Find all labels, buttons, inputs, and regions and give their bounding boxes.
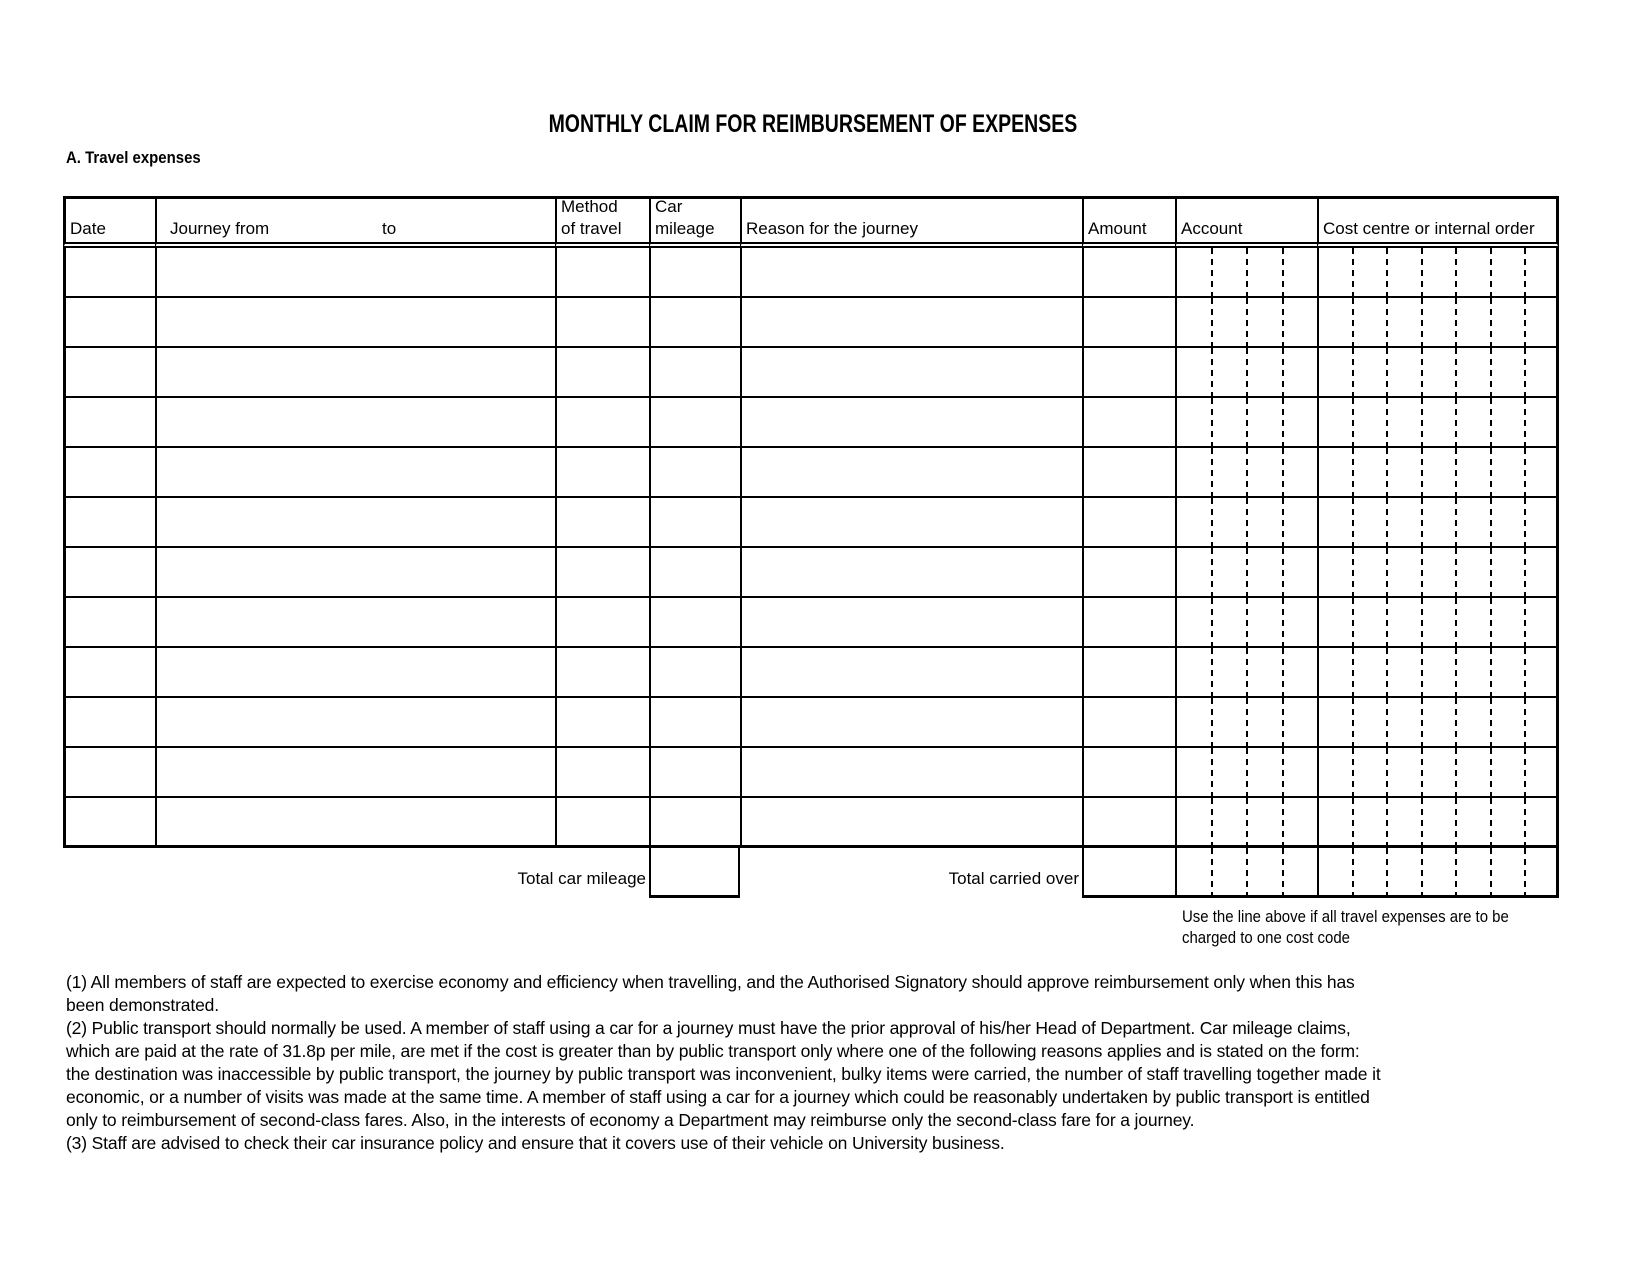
table-cell[interactable] [555, 448, 649, 498]
table-cell[interactable] [155, 448, 555, 498]
cost-centre-subcell[interactable] [1524, 298, 1559, 348]
header-reason: Reason for the journey [740, 196, 1082, 248]
table-cell[interactable] [649, 798, 740, 848]
cost-centre-subcell[interactable] [1421, 398, 1455, 448]
cost-centre-subcell[interactable] [1490, 748, 1524, 798]
cost-centre-subcell[interactable] [1317, 398, 1352, 448]
cost-centre-subcell[interactable] [1352, 498, 1386, 548]
account-subcell[interactable] [1246, 698, 1282, 748]
cost-centre-subcell[interactable] [1455, 698, 1490, 748]
cost-centre-subcell[interactable] [1524, 698, 1559, 748]
table-cell[interactable] [63, 498, 155, 548]
table-cell[interactable] [555, 548, 649, 598]
header-account: Account [1175, 196, 1317, 248]
account-subcell[interactable] [1282, 848, 1317, 898]
table-cell[interactable] [555, 748, 649, 798]
cost-centre-subcell[interactable] [1421, 698, 1455, 748]
table-cell[interactable] [555, 298, 649, 348]
account-subcell[interactable] [1211, 498, 1246, 548]
cost-centre-subcell[interactable] [1524, 848, 1559, 898]
cost-centre-subcell[interactable] [1455, 598, 1490, 648]
account-subcell[interactable] [1175, 248, 1211, 298]
cost-centre-subcell[interactable] [1386, 348, 1421, 398]
account-subcell[interactable] [1175, 498, 1211, 548]
cost-centre-subcell[interactable] [1386, 498, 1421, 548]
cost-centre-subcell[interactable] [1317, 698, 1352, 748]
account-subcell[interactable] [1211, 548, 1246, 598]
table-cell[interactable] [1082, 698, 1175, 748]
footnote-line: been demonstrated. [66, 995, 219, 1015]
account-subcell[interactable] [1175, 398, 1211, 448]
cost-centre-subcell[interactable] [1421, 848, 1455, 898]
account-subcell[interactable] [1211, 348, 1246, 398]
cost-centre-subcell[interactable] [1386, 798, 1421, 848]
cost-centre-subcell[interactable] [1455, 298, 1490, 348]
cost-centre-subcell[interactable] [1386, 598, 1421, 648]
table-cell[interactable] [155, 798, 555, 848]
table-cell[interactable] [63, 598, 155, 648]
cost-centre-subcell[interactable] [1524, 798, 1559, 848]
table-cell[interactable] [155, 548, 555, 598]
cost-centre-subcell[interactable] [1490, 498, 1524, 548]
footnote-line: which are paid at the rate of 31.8p per mile, are met if the cost is greater than by public transport only where one of the following reasons applies and is stated on the form: [66, 1041, 1360, 1061]
footnote-line: (3) Staff are advised to check their car insurance policy and ensure that it covers use of their vehicle on University business. [66, 1133, 1005, 1153]
account-subcell[interactable] [1211, 748, 1246, 798]
cost-centre-subcell[interactable] [1386, 398, 1421, 448]
table-cell[interactable] [649, 648, 740, 698]
cost-centre-subcell[interactable] [1317, 548, 1352, 598]
table-cell[interactable] [155, 748, 555, 798]
cost-centre-subcell[interactable] [1455, 248, 1490, 298]
cost-centre-subcell[interactable] [1524, 598, 1559, 648]
cost-centre-subcell[interactable] [1386, 298, 1421, 348]
table-cell[interactable] [63, 298, 155, 348]
account-subcell[interactable] [1175, 298, 1211, 348]
table-cell[interactable] [740, 298, 1082, 348]
cost-centre-subcell[interactable] [1455, 448, 1490, 498]
cost-centre-subcell[interactable] [1386, 698, 1421, 748]
cost-centre-subcell[interactable] [1524, 348, 1559, 398]
account-subcell[interactable] [1282, 698, 1317, 748]
header-amount: Amount [1082, 196, 1175, 248]
footnote-line: (2) Public transport should normally be used. A member of staff using a car for a journey must have the prior approval of his/her Head of Department. Car mileage claims, [66, 1018, 1351, 1038]
account-subcell[interactable] [1282, 398, 1317, 448]
table-cell[interactable] [1082, 748, 1175, 798]
table-cell[interactable] [155, 498, 555, 548]
cost-centre-subcell[interactable] [1455, 548, 1490, 598]
account-subcell[interactable] [1211, 248, 1246, 298]
cost-centre-subcell[interactable] [1386, 448, 1421, 498]
table-cell[interactable] [740, 648, 1082, 698]
account-subcell[interactable] [1211, 648, 1246, 698]
cost-centre-subcell[interactable] [1490, 248, 1524, 298]
table-cell[interactable] [1082, 798, 1175, 848]
table-cell[interactable] [63, 248, 155, 298]
account-subcell[interactable] [1211, 598, 1246, 648]
account-subcell[interactable] [1282, 748, 1317, 798]
cost-centre-subcell[interactable] [1524, 498, 1559, 548]
table-cell[interactable] [155, 648, 555, 698]
cost-centre-subcell[interactable] [1524, 248, 1559, 298]
table-cell[interactable] [63, 698, 155, 748]
cost-centre-subcell[interactable] [1490, 298, 1524, 348]
table-cell[interactable] [155, 598, 555, 648]
footnote-line: only to reimbursement of second-class fares. Also, in the interests of economy a Department may reimburse only the second-class fare for a journey. [66, 1110, 1195, 1130]
table-cell[interactable] [740, 548, 1082, 598]
cost-centre-subcell[interactable] [1352, 548, 1386, 598]
account-subcell[interactable] [1246, 648, 1282, 698]
table-cell[interactable] [63, 648, 155, 698]
cost-code-note-line: Use the line above if all travel expenses are to be [1182, 907, 1509, 926]
account-subcell[interactable] [1175, 698, 1211, 748]
cost-centre-subcell[interactable] [1352, 848, 1386, 898]
table-cell[interactable] [740, 798, 1082, 848]
account-subcell[interactable] [1246, 398, 1282, 448]
cost-centre-subcell[interactable] [1455, 348, 1490, 398]
cost-centre-subcell[interactable] [1490, 698, 1524, 748]
account-subcell[interactable] [1246, 448, 1282, 498]
footnote-line: (1) All members of staff are expected to exercise economy and efficiency when travelling, and the Authorised Signatory should approve reimbursement only when this has [66, 972, 1355, 992]
cost-centre-subcell[interactable] [1455, 798, 1490, 848]
cost-centre-subcell[interactable] [1352, 398, 1386, 448]
account-subcell[interactable] [1211, 848, 1246, 898]
table-cell[interactable] [649, 448, 740, 498]
account-subcell[interactable] [1282, 248, 1317, 298]
account-subcell[interactable] [1282, 798, 1317, 848]
account-subcell[interactable] [1282, 298, 1317, 348]
cost-centre-subcell[interactable] [1317, 598, 1352, 648]
account-subcell[interactable] [1246, 748, 1282, 798]
account-subcell[interactable] [1282, 448, 1317, 498]
cost-centre-subcell[interactable] [1386, 848, 1421, 898]
account-subcell[interactable] [1211, 698, 1246, 748]
table-cell[interactable] [555, 248, 649, 298]
account-subcell[interactable] [1175, 448, 1211, 498]
table-cell[interactable] [63, 448, 155, 498]
table-cell[interactable] [649, 598, 740, 648]
cost-centre-subcell[interactable] [1455, 748, 1490, 798]
cost-centre-subcell[interactable] [1421, 548, 1455, 598]
table-cell[interactable] [1082, 548, 1175, 598]
table-cell[interactable] [740, 398, 1082, 448]
cost-centre-subcell[interactable] [1421, 448, 1455, 498]
table-cell[interactable] [1082, 448, 1175, 498]
cost-centre-subcell[interactable] [1386, 548, 1421, 598]
footnote-line: the destination was inaccessible by public transport, the journey by public transport was inconvenient, bulky items were carried, the number of staff travelling together made it [66, 1064, 1381, 1084]
account-subcell[interactable] [1175, 798, 1211, 848]
cost-centre-subcell[interactable] [1317, 298, 1352, 348]
table-cell[interactable] [649, 548, 740, 598]
cost-centre-subcell[interactable] [1317, 798, 1352, 848]
total-carried-over-box[interactable] [1082, 848, 1175, 898]
header-journey [155, 196, 555, 248]
account-subcell[interactable] [1175, 848, 1211, 898]
table-cell[interactable] [63, 798, 155, 848]
table-cell[interactable] [63, 398, 155, 448]
account-subcell[interactable] [1246, 348, 1282, 398]
table-cell[interactable] [649, 298, 740, 348]
cost-centre-subcell[interactable] [1352, 598, 1386, 648]
table-cell[interactable] [63, 748, 155, 798]
cost-centre-subcell[interactable] [1386, 648, 1421, 698]
table-cell[interactable] [1082, 248, 1175, 298]
account-subcell[interactable] [1246, 798, 1282, 848]
table-body [63, 248, 1559, 848]
cost-centre-subcell[interactable] [1524, 398, 1559, 448]
account-subcell[interactable] [1211, 448, 1246, 498]
cost-centre-subcell[interactable] [1490, 848, 1524, 898]
table-cell[interactable] [155, 298, 555, 348]
cost-centre-subcell[interactable] [1421, 248, 1455, 298]
cost-centre-subcell[interactable] [1421, 348, 1455, 398]
section-heading: A. Travel expenses [66, 148, 201, 167]
cost-centre-subcell[interactable] [1352, 648, 1386, 698]
header-method-of-travel: Method of travel [555, 196, 649, 248]
cost-centre-subcell[interactable] [1524, 548, 1559, 598]
account-subcell[interactable] [1211, 298, 1246, 348]
table-cell[interactable] [555, 598, 649, 648]
table-cell[interactable] [155, 348, 555, 398]
cost-centre-subcell[interactable] [1490, 448, 1524, 498]
total-car-mileage-label: Total car mileage [517, 869, 646, 888]
table-cell[interactable] [555, 498, 649, 548]
table-cell[interactable] [1082, 298, 1175, 348]
cost-centre-subcell[interactable] [1421, 748, 1455, 798]
travel-expense-table [63, 196, 1559, 898]
cost-centre-subcell[interactable] [1352, 348, 1386, 398]
account-subcell[interactable] [1282, 648, 1317, 698]
cost-centre-subcell[interactable] [1455, 848, 1490, 898]
table-cell[interactable] [740, 748, 1082, 798]
table-cell[interactable] [649, 398, 740, 448]
account-subcell[interactable] [1175, 348, 1211, 398]
cost-centre-subcell[interactable] [1421, 298, 1455, 348]
header-journey-from: Journey from [170, 219, 270, 238]
cost-centre-subcell[interactable] [1524, 648, 1559, 698]
account-subcell[interactable] [1246, 298, 1282, 348]
account-subcell[interactable] [1246, 548, 1282, 598]
cost-centre-subcell[interactable] [1317, 498, 1352, 548]
cost-centre-subcell[interactable] [1421, 798, 1455, 848]
cost-centre-subcell[interactable] [1352, 698, 1386, 748]
table-cell[interactable] [740, 498, 1082, 548]
cost-code-note [1182, 906, 1509, 948]
cost-centre-subcell[interactable] [1317, 648, 1352, 698]
cost-centre-subcell[interactable] [1317, 748, 1352, 798]
account-subcell[interactable] [1246, 248, 1282, 298]
cost-centre-subcell[interactable] [1352, 798, 1386, 848]
table-cell[interactable] [555, 398, 649, 448]
account-subcell[interactable] [1175, 598, 1211, 648]
footnotes [66, 971, 1381, 1155]
table-cell[interactable] [555, 698, 649, 748]
table-cell[interactable] [1082, 648, 1175, 698]
cost-centre-subcell[interactable] [1386, 748, 1421, 798]
table-cell[interactable] [1082, 598, 1175, 648]
cost-centre-subcell[interactable] [1386, 248, 1421, 298]
cost-centre-subcell[interactable] [1455, 498, 1490, 548]
cost-centre-subcell[interactable] [1352, 298, 1386, 348]
account-subcell[interactable] [1211, 398, 1246, 448]
header-date: Date [63, 196, 155, 248]
table-cell[interactable] [555, 798, 649, 848]
account-subcell[interactable] [1282, 348, 1317, 398]
table-cell[interactable] [63, 548, 155, 598]
header-journey-to: to [382, 219, 397, 238]
table-cell[interactable] [555, 348, 649, 398]
table-cell[interactable] [155, 698, 555, 748]
table-cell[interactable] [740, 448, 1082, 498]
cost-centre-subcell[interactable] [1317, 348, 1352, 398]
cost-centre-subcell[interactable] [1524, 448, 1559, 498]
cost-centre-subcell[interactable] [1490, 348, 1524, 398]
table-cell[interactable] [649, 698, 740, 748]
account-subcell[interactable] [1246, 848, 1282, 898]
table-cell[interactable] [649, 748, 740, 798]
table-cell[interactable] [740, 248, 1082, 298]
table-totals-row [63, 848, 1559, 898]
table-cell[interactable] [649, 348, 740, 398]
cost-centre-subcell[interactable] [1490, 548, 1524, 598]
account-subcell[interactable] [1282, 498, 1317, 548]
account-subcell[interactable] [1175, 748, 1211, 798]
table-cell[interactable] [1082, 498, 1175, 548]
cost-centre-subcell[interactable] [1455, 648, 1490, 698]
header-car-mileage: Car mileage [649, 196, 740, 248]
table-cell[interactable] [155, 248, 555, 298]
table-cell[interactable] [649, 248, 740, 298]
table-cell[interactable] [1082, 348, 1175, 398]
cost-centre-subcell[interactable] [1490, 798, 1524, 848]
table-cell[interactable] [63, 348, 155, 398]
cost-centre-subcell[interactable] [1490, 598, 1524, 648]
cost-centre-subcell[interactable] [1317, 848, 1352, 898]
account-subcell[interactable] [1282, 598, 1317, 648]
cost-centre-subcell[interactable] [1421, 498, 1455, 548]
header-cost-centre: Cost centre or internal order [1317, 196, 1559, 248]
cost-centre-subcell[interactable] [1352, 248, 1386, 298]
cost-centre-subcell[interactable] [1421, 648, 1455, 698]
account-subcell[interactable] [1175, 548, 1211, 598]
account-subcell[interactable] [1282, 548, 1317, 598]
table-cell[interactable] [155, 398, 555, 448]
table-cell[interactable] [649, 498, 740, 548]
table-cell[interactable] [555, 648, 649, 698]
cost-centre-subcell[interactable] [1455, 398, 1490, 448]
table-header-row [63, 196, 1559, 248]
cost-code-note-line: charged to one cost code [1182, 928, 1351, 947]
cost-centre-subcell[interactable] [1352, 748, 1386, 798]
account-subcell[interactable] [1211, 798, 1246, 848]
account-subcell[interactable] [1175, 648, 1211, 698]
table-cell[interactable] [740, 348, 1082, 398]
total-car-mileage-box[interactable] [649, 848, 740, 898]
page-title: MONTHLY CLAIM FOR REIMBURSEMENT OF EXPENSES [548, 110, 1078, 138]
cost-centre-subcell[interactable] [1490, 648, 1524, 698]
cost-centre-subcell[interactable] [1524, 748, 1559, 798]
total-carried-over-label: Total carried over [948, 869, 1079, 888]
table-cell[interactable] [1082, 398, 1175, 448]
table-cell[interactable] [740, 698, 1082, 748]
account-subcell[interactable] [1246, 598, 1282, 648]
cost-centre-subcell[interactable] [1490, 398, 1524, 448]
account-subcell[interactable] [1246, 498, 1282, 548]
cost-centre-subcell[interactable] [1317, 448, 1352, 498]
footnote-line: economic, or a number of visits was made at the same time. A member of staff using a car for a journey which could be reasonably undertaken by public transport is entitled [66, 1087, 1370, 1107]
cost-centre-subcell[interactable] [1421, 598, 1455, 648]
cost-centre-subcell[interactable] [1352, 448, 1386, 498]
cost-centre-subcell[interactable] [1317, 248, 1352, 298]
table-cell[interactable] [740, 598, 1082, 648]
